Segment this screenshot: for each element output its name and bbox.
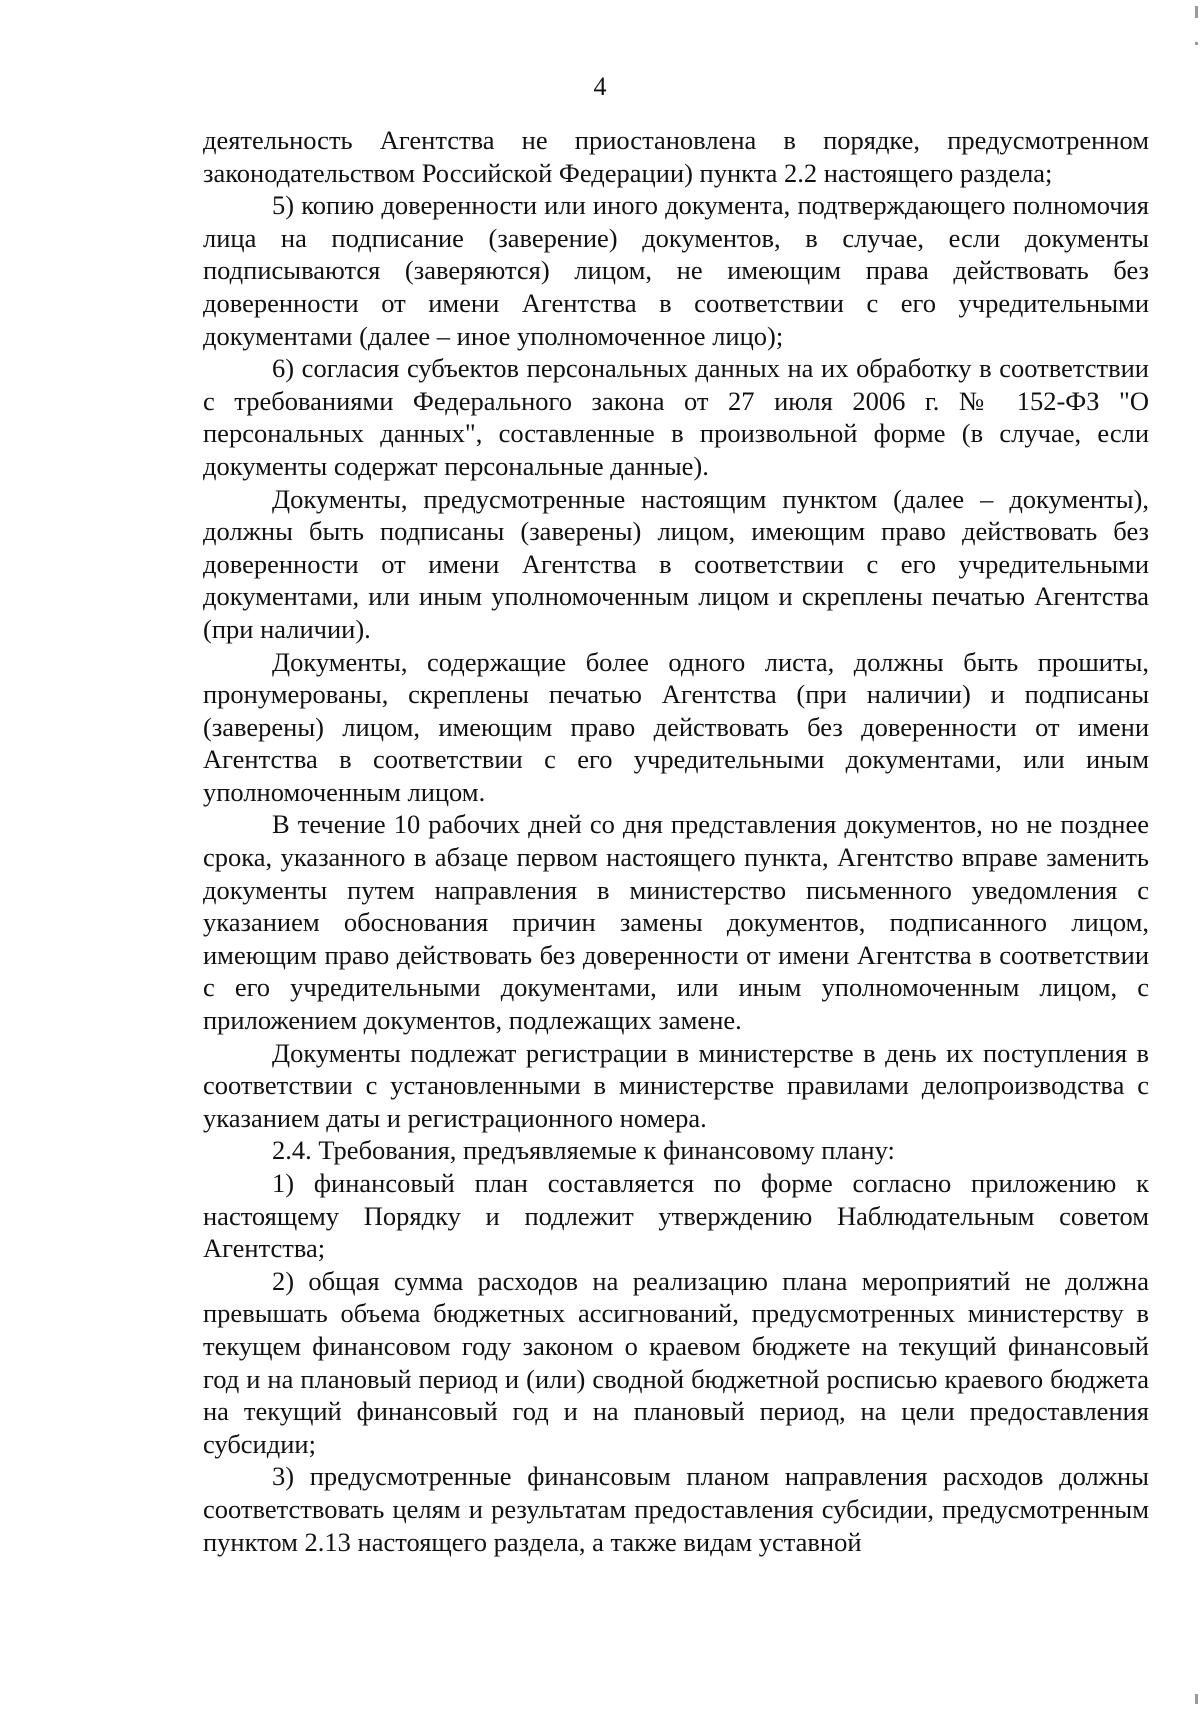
paragraph-documents-replacement: В течение 10 рабочих дней со дня представления документов, но не позднее срока, указанного в абзаце первом настоящего пункта, Агентство вправе заменить документы путем направления в министерство письменного уведомления с указанием обоснования причин замены документов, подписанного лицом, имеющим право действовать без доверенности от имени Агентства в соответствии с его учредительными документами, или иным уполномоченным лицом, с приложением документов, подлежащих замене. (203, 809, 1149, 1036)
paragraph-continuation: деятельность Агентства не приостановлена в порядке, предусмотренном законодательством Российской Федерации) пункта 2.2 настоящего раздела; (203, 125, 1149, 188)
scan-edge-mark (1195, 1694, 1198, 1704)
paragraph-requirement-1: 1) финансовый план составляется по форме согласно приложению к настоящему Порядку и подлежит утверждению Наблюдательным советом Агентства; (203, 1168, 1149, 1264)
paragraph-documents-registration: Документы подлежат регистрации в министерстве в день их поступления в соответствии с установленными в министерстве правилами делопроизводства с указанием даты и регистрационного номера. (203, 1037, 1149, 1133)
paragraph-item-5: 5) копию доверенности или иного документа, подтверждающего полномочия лица на подписание (заверение) документов, в случае, если документы подписываются (заверяются) лицом, не имеющим права действовать без доверенности от имени Агентства в соответствии с его учредительными документами (далее – иное уполномоченное лицо); (203, 190, 1149, 351)
paragraph-documents-signing: Документы, предусмотренные настоящим пунктом (далее – документы), должны быть подписаны (заверены) лицом, имеющим право действовать без доверенности от имени Агентства в соответствии с его учредительными документами, или иным уполномоченным лицом и скреплены печатью Агентства (при наличии). (203, 483, 1149, 644)
paragraph-documents-binding: Документы, содержащие более одного листа, должны быть прошиты, пронумерованы, скреплены печатью Агентства (при наличии) и подписаны (заверены) лицом, имеющим право действовать без доверенности от имени Агентства в соответствии с его учредительными документами, или иным уполномоченным лицом. (203, 646, 1149, 807)
paragraph-requirement-3: 3) предусмотренные финансовым планом направления расходов должны соответствовать целям и результатам предоставления субсидии, предусмотренным пунктом 2.13 настоящего раздела, а также видам уставной (203, 1461, 1149, 1557)
paragraph-requirement-2: 2) общая сумма расходов на реализацию плана мероприятий не должна превышать объема бюджетных ассигнований, предусмотренных министерству в текущем финансовом году законом о краевом бюджете на текущий финансовый год и на плановый период и (или) сводной бюджетной росписью краевого бюджета на текущий финансовый год и на плановый период, на цели предоставления субсидии; (203, 1265, 1149, 1459)
document-body (203, 124, 1149, 1558)
paragraph-item-6: 6) согласия субъектов персональных данных на их обработку в соответствии с требованиями Федерального закона от 27 июля 2006 г. № 152-ФЗ "О персональных данных", составленные в произвольной форме (в случае, если документы содержат персональные данные). (203, 353, 1149, 481)
scan-edge-mark (1195, 42, 1198, 45)
section-heading-2-4: 2.4. Требования, предъявляемые к финансовому плану: (272, 1135, 895, 1166)
scan-edge-mark (1195, 6, 1198, 18)
page-number: 4 (593, 72, 607, 101)
